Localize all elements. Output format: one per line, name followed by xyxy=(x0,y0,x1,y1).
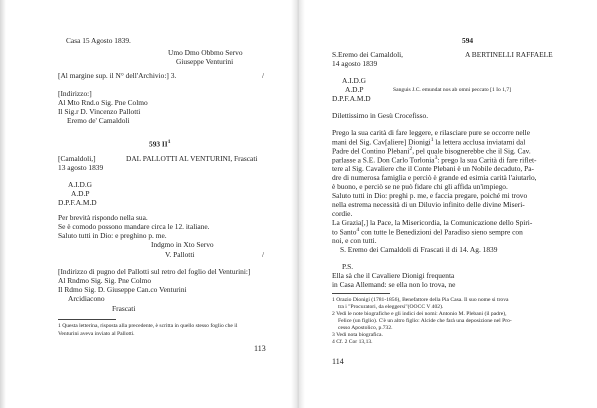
signature-slash: / xyxy=(262,250,265,259)
right-body-line-3: Padre del Contino Plebani$^2$, pel quale bisognerebbe che il Sig. Cav. xyxy=(332,146,531,156)
right-body-line-8: Saluto tutti in Dio: preghi p. me, e faccia pregare, poiché mi trovo xyxy=(332,191,528,200)
postscript-line-2: in Casa Allemand: se ella non lo trova, ne xyxy=(332,280,456,289)
right-body-line-6: dre di numerosa famiglia e perciò è grande ed esimia carità l'aiutarlo, xyxy=(332,173,537,182)
postscript-line-1: Ella sà che il Cavaliere Dionigi frequenta xyxy=(332,271,455,280)
right-body-line-2: mani del Sig. Cav[aliere] Dionigi$^1$ la lettera acclusa inviatami dal xyxy=(332,137,526,147)
book-gutter xyxy=(291,0,305,408)
right-body-line-12: to Santo$^4$ con tutte le Benedizioni del Paradiso sieno sempre con xyxy=(332,227,523,237)
right-footnote-2: 2 Vedi le note biografiche e gli indici dei nomi: Antonio M. Plebani (il padre), xyxy=(332,311,507,317)
right-body-line-7: è buono, e perciò se ne può fidare chi gli affida un'impiego. xyxy=(332,182,508,191)
right-footnote-rule xyxy=(332,293,390,294)
body-line-1: Per brevità rispondo nella sua. xyxy=(58,213,148,222)
right-footnote-2b: Felice (un figlio). C'è un altro figlio: Alcide che farà una deposizione nel Pro- xyxy=(338,318,512,324)
footnote-line-2: Venturini aveva inviato al Pallotti. xyxy=(58,331,135,337)
header-date: Casa 15 Agosto 1839. xyxy=(66,36,131,45)
address-label: [Indirizzo:] xyxy=(58,89,92,98)
letter-title: DAL PALLOTTI AL VENTURINI, Frascati xyxy=(126,154,258,163)
invocation-2: A.D.P xyxy=(71,189,90,198)
invocation-1: A.I.D.G xyxy=(68,180,93,189)
right-body-line-10: cordie. xyxy=(332,209,353,218)
address-2-line-3: Arcidiacono xyxy=(68,294,105,303)
letter-place: [Camaldoli,] xyxy=(58,154,96,163)
margin-slash: / xyxy=(262,71,265,80)
right-invocation-2: A.D.P xyxy=(345,85,364,94)
margin-note: [Al margine sup. il N° dell'Archivio:] 3. xyxy=(58,71,177,80)
right-letter-number: 594 xyxy=(462,36,474,45)
right-place: S.Eremo dei Camaldoli, xyxy=(332,50,404,59)
right-footnote-1: 1 Orazio Dionigi (1781-1856), Benefattore della Pia Casa. Il suo nome si trova xyxy=(332,297,509,303)
right-body-line-1: Prego la sua carità di fare leggere, e rilasciare pure se occorre nelle xyxy=(332,128,530,137)
letter-number: 593 $II^1$ xyxy=(149,139,171,149)
postscript-label: P.S. xyxy=(342,262,354,271)
body-line-3: Saluto tutti in Dio: e preghino p. me. xyxy=(58,231,167,240)
address-2-line-4: Frascati xyxy=(112,304,136,313)
closing-line-1: Umo Dmo Obbmo Servo xyxy=(168,48,243,57)
footnote-line-1: 1 Questa letterina, risposta alla precedente, è scritta in quello stesso foglio che il xyxy=(58,323,238,329)
invocation-3: D.P.F.A.M.D xyxy=(58,198,97,207)
page-number-left: 113 xyxy=(254,344,266,353)
right-body-line-11: La Grazia[,] la Pace, la Misericordia, la Comunicazione dello Spiri- xyxy=(332,218,533,227)
right-footnote-1b: tra i "Procuratori, da eleggersi"(OOCC V 402). xyxy=(338,304,444,310)
footnote-rule xyxy=(58,319,116,320)
right-footnote-2c: cesso Apostolico, p.732. xyxy=(338,325,393,331)
address-2-line-2: Il Rdmo Sig. D. Giuseppe Can.co Venturini xyxy=(58,285,187,294)
right-body-line-9: nella estrema necessità di un Diluvio infinito delle divine Miseri- xyxy=(332,200,525,209)
right-salutation: Dilettissimo in Gesù Crocefisso. xyxy=(332,111,429,120)
right-date: 14 agosto 1839 xyxy=(332,59,378,68)
page-edge-shadow xyxy=(0,0,6,408)
right-closing-place-date: S. Eremo dei Camaldoli di Frascati il di 14. Ag. 1839 xyxy=(340,245,498,254)
right-invocation-3: D.P.F.A.M.D xyxy=(332,94,371,103)
right-body-line-13: noi, e con tutti. xyxy=(332,236,377,245)
right-invocation-1: A.I.D.G xyxy=(342,76,367,85)
signature-line-1: Indgmo in Xto Servo xyxy=(151,240,214,249)
right-invocation-quote: Sanguis J.C. emundat nos ab omni peccato [1 Io 1,7] xyxy=(393,87,512,93)
address-line-2: Il Sig.r D. Vincenzo Pallotti xyxy=(58,107,141,116)
closing-line-2: Giuseppe Venturini xyxy=(176,57,234,66)
right-footnote-4: 4 Cf. 2 Cor 13,13. xyxy=(332,339,373,345)
address-line-1: Al Mto Rnd.o Sig. Pne Colmo xyxy=(58,98,148,107)
page-number-right: 114 xyxy=(332,357,344,366)
right-body-line-5: tere al Sig. Cavaliere che il Conte Plebani è un Nobile decaduto, Pa- xyxy=(332,164,534,173)
body-line-2: Se è comodo possono mandare circa le 12. italiane. xyxy=(58,222,210,231)
letter-date: 13 agosto 1839 xyxy=(58,163,104,172)
address-line-3: Eremo de' Camaldoli xyxy=(67,116,130,125)
address-2-label: [Indirizzo di pugno del Pallotti sul retro del foglio del Venturini:] xyxy=(58,267,251,276)
right-recipient: A BERTINELLI RAFFAELE xyxy=(465,50,553,59)
right-footnote-3: 3 Vedi nota biografica. xyxy=(332,332,383,338)
signature-line-2: V. Pallotti xyxy=(165,250,195,259)
address-2-line-1: Al Rndmo Sig. Sig. Pne Colmo xyxy=(58,276,152,285)
right-body-line-4: parlasse a S.E. Don Carlo Torlonia$^3$: prego la sua Carità di fare riflet- xyxy=(332,155,537,165)
